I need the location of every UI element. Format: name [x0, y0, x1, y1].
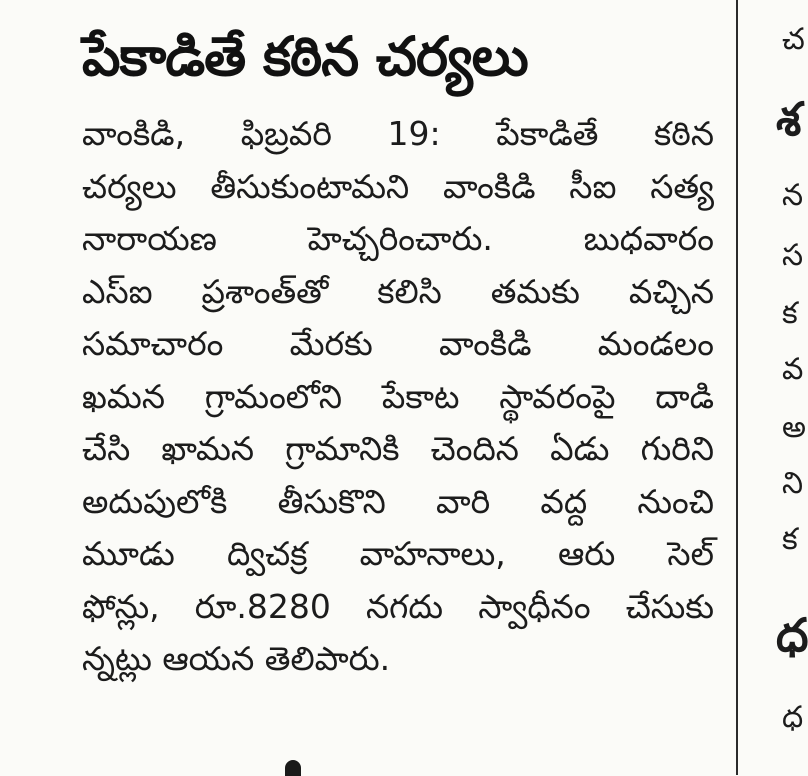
next-article-glyph-fragment [285, 760, 301, 776]
adjacent-text-fragment: వ [782, 352, 804, 387]
adjacent-column [748, 0, 808, 775]
column-divider [736, 0, 738, 775]
news-article [82, 18, 714, 686]
article-line: నారాయణ హెచ్చరించారు. బుధవారం [82, 219, 714, 258]
adjacent-text-fragment: ధ [782, 700, 804, 735]
article-headline: పేకాడితే కఠిన చర్యలు [82, 25, 528, 88]
article-line: ఖమన గ్రామంలోని పేకాట స్థావరంపై దాడి [82, 376, 714, 416]
article-line: ఫోన్లు, రూ.8280 నగదు స్వాధీనం చేసుకు [82, 586, 714, 626]
article-line: చర్యలు తీసుకుంటామని వాంకిడి సీఐ సత్య [82, 166, 714, 206]
article-line: చేసి ఖామన గ్రామానికి చెందిన ఏడు గురిని [82, 429, 714, 468]
adjacent-text-fragment: క [782, 522, 798, 557]
article-body [82, 108, 714, 686]
article-line: న్నట్లు ఆయన తెలిపారు. [82, 639, 391, 678]
article-line: ఎస్ఐ ప్రశాంత్‌తో కలిసి తమకు వచ్చిన [82, 271, 714, 311]
adjacent-headline-fragment: శ [776, 92, 802, 146]
adjacent-text-fragment: చ [782, 22, 805, 57]
adjacent-headline-fragment: ధ [776, 608, 808, 662]
article-line: అదుపులోకి తీసుకొని వారి వద్ద నుంచి [82, 481, 714, 521]
adjacent-text-fragment: క [782, 296, 798, 331]
adjacent-text-fragment: అ [782, 410, 806, 445]
adjacent-text-fragment: న [782, 178, 804, 213]
adjacent-text-fragment: స [782, 238, 804, 273]
article-line: సమాచారం మేరకు వాంకిడి మండలం [82, 324, 714, 363]
article-line: మూడు ద్విచక్ర వాహనాలు, ఆరు సెల్ [82, 534, 714, 573]
article-line: వాంకిడి, ఫిబ్రవరి 19: పేకాడితే కఠిన [82, 114, 714, 153]
adjacent-text-fragment: ని [782, 466, 804, 501]
